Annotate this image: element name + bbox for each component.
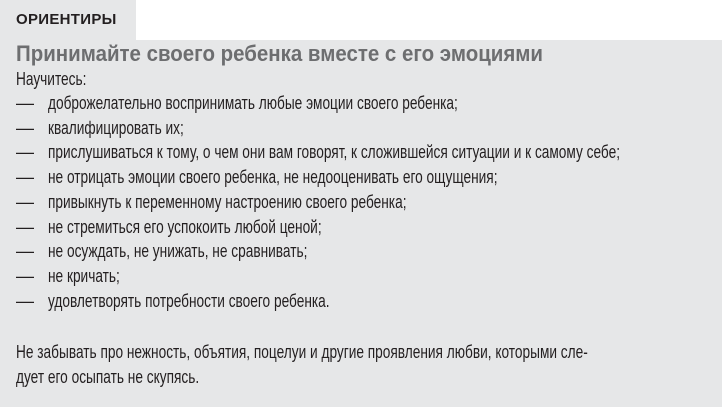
bullet-dash: — <box>16 93 34 113</box>
closing-line-1: Не забывать про нежность, объятия, поцелуи и другие проявления любви, которыми сле- <box>16 342 588 362</box>
bullet-dash: — <box>16 241 34 262</box>
list-item: привыкнуть к переменному настроению своего ребенка; <box>48 191 407 212</box>
list-item: не стремиться его успокоить любой ценой; <box>48 216 322 237</box>
closing-line-2: дует его осыпать не скупясь. <box>16 367 200 387</box>
bullet-dash: — <box>16 216 34 237</box>
bullet-dash: — <box>16 167 34 188</box>
bullet-dash: — <box>16 265 34 286</box>
bullet-dash: — <box>16 191 34 212</box>
intro-text: Научитесь: <box>16 69 87 89</box>
list-item: доброжелательно воспринимать любые эмоции своего ребенка; <box>48 93 458 113</box>
list-item: удовлетворять потребности своего ребенка. <box>48 290 330 311</box>
list-item: не отрицать эмоции своего ребенка, не недооценивать его ощущения; <box>48 167 498 188</box>
list-item: прислушиваться к тому, о чем они вам говорят, к сложившейся ситуации и к самому себе; <box>48 142 620 163</box>
list-item: не кричать; <box>48 265 120 286</box>
box-title: Принимайте своего ребенка вместе с его эмоциями <box>16 41 544 66</box>
content-box <box>0 40 722 407</box>
section-tab <box>0 0 136 40</box>
bullet-dash: — <box>16 117 34 138</box>
bullet-dash: — <box>16 142 34 163</box>
bullet-dash: — <box>16 290 34 311</box>
list-item: квалифицировать их; <box>48 117 184 138</box>
list-item: не осуждать, не унижать, не сравнивать; <box>48 241 308 262</box>
section-tab-label: ОРИЕНТИРЫ <box>16 11 117 28</box>
